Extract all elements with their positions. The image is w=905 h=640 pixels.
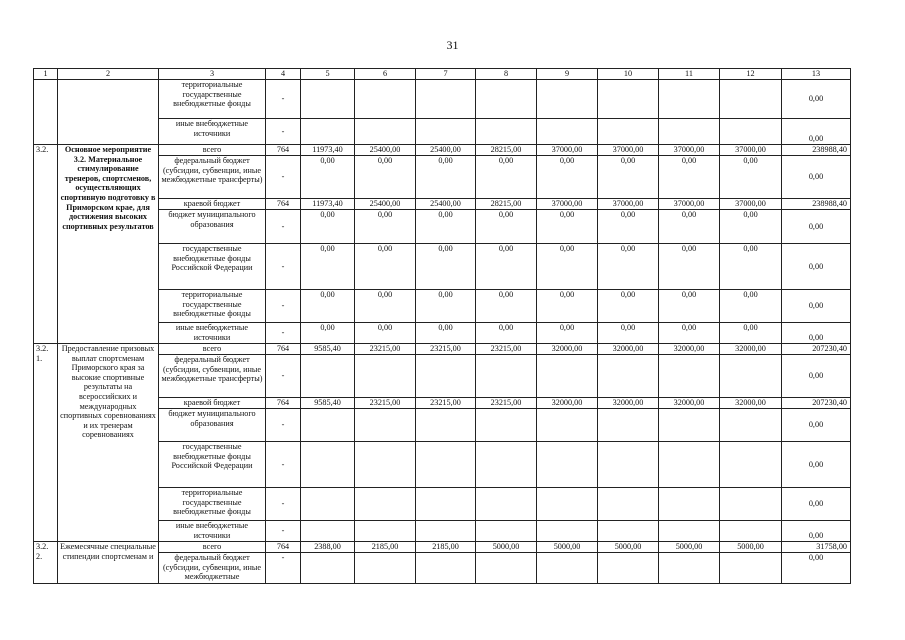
value-cell: 0,00 [659,244,720,290]
value-cell: 0,00 [659,323,720,344]
source-label: федеральный бюджет (субсидии, субвенции, иные межбюджетные [159,553,266,584]
value-cell: 0,00 [355,244,416,290]
value-cell: 11973,40 [301,145,355,156]
value-cell: 32000,00 [659,344,720,355]
total-cell: 31758,00 [782,542,851,553]
source-label: государственные внебюджетные фонды Российской Федерации [159,244,266,290]
code-cell: 764 [266,542,301,553]
column-number: 2 [58,69,159,80]
value-cell: 37000,00 [598,145,659,156]
column-number: 1 [34,69,58,80]
source-label: территориальные государственные внебюджетные фонды [159,80,266,119]
column-number: 4 [266,69,301,80]
value-cell: 0,00 [537,244,598,290]
dash-cell: - [266,323,301,344]
value-cell: 0,00 [355,210,416,244]
column-number: 6 [355,69,416,80]
value-cell: 23215,00 [416,398,476,409]
value-cell: 32000,00 [537,398,598,409]
source-label: бюджет муниципального образования [159,210,266,244]
value-cell: 0,00 [416,156,476,199]
total-cell: 238988,40 [782,145,851,156]
value-cell: 23215,00 [476,398,537,409]
table-row [34,542,851,553]
activity-name: Основное мероприятие 3.2. Материальное стимулирование тренеров, спортсменов, осуществляющих спортивную подготовку в Приморском крае, для достижения высоких спортивных результатов [58,145,159,344]
code-cell: 764 [266,145,301,156]
value-cell: 5000,00 [598,542,659,553]
value-cell: 0,00 [476,210,537,244]
value-cell: 0,00 [301,210,355,244]
column-number: 5 [301,69,355,80]
source-label: бюджет муниципального образования [159,409,266,442]
source-label: иные внебюджетные источники [159,521,266,542]
source-label: краевой бюджет [159,398,266,409]
value-cell: 0,00 [537,290,598,323]
total-cell: 0,00 [782,244,851,290]
value-cell: 0,00 [720,290,782,323]
total-cell: 0,00 [782,521,851,542]
dash-cell: - [266,290,301,323]
total-cell: 207230,40 [782,344,851,355]
value-cell: 2388,00 [301,542,355,553]
value-cell: 0,00 [598,156,659,199]
total-cell: 238988,40 [782,199,851,210]
value-cell: 0,00 [659,210,720,244]
value-cell: 0,00 [598,323,659,344]
value-cell: 23215,00 [476,344,537,355]
value-cell: 32000,00 [598,344,659,355]
column-number: 13 [782,69,851,80]
value-cell: 37000,00 [537,199,598,210]
total-cell: 0,00 [782,409,851,442]
value-cell: 0,00 [416,290,476,323]
total-cell: 0,00 [782,119,851,145]
source-label: федеральный бюджет (субсидии, субвенции, иные межбюджетные трансферты) [159,156,266,199]
dash-cell: - [266,488,301,521]
total-cell: 0,00 [782,553,851,584]
value-cell: 0,00 [416,244,476,290]
column-number: 10 [598,69,659,80]
source-label: иные внебюджетные источники [159,119,266,145]
activity-name: Ежемесячные специальные стипендии спортсменам и [58,542,159,584]
value-cell: 25400,00 [355,145,416,156]
value-cell: 32000,00 [659,398,720,409]
value-cell: 25400,00 [416,199,476,210]
value-cell: 25400,00 [416,145,476,156]
value-cell: 23215,00 [355,344,416,355]
value-cell: 5000,00 [720,542,782,553]
value-cell: 0,00 [416,323,476,344]
source-label: иные внебюджетные источники [159,323,266,344]
value-cell: 0,00 [598,210,659,244]
table-row [34,145,851,156]
value-cell: 0,00 [476,244,537,290]
value-cell: 2185,00 [416,542,476,553]
value-cell: 32000,00 [598,398,659,409]
code-cell: 764 [266,398,301,409]
value-cell: 0,00 [537,210,598,244]
total-cell: 0,00 [782,156,851,199]
source-label: всего [159,344,266,355]
source-label: краевой бюджет [159,199,266,210]
value-cell: 5000,00 [659,542,720,553]
total-cell: 207230,40 [782,398,851,409]
dash-cell: - [266,156,301,199]
value-cell: 0,00 [476,290,537,323]
value-cell: 0,00 [301,156,355,199]
column-number: 9 [537,69,598,80]
value-cell: 5000,00 [537,542,598,553]
column-number-row [34,69,851,80]
total-cell: 0,00 [782,323,851,344]
value-cell: 2185,00 [355,542,416,553]
value-cell: 0,00 [598,244,659,290]
row-id: 3.2. 1. [34,344,58,542]
column-number: 11 [659,69,720,80]
value-cell: 0,00 [720,210,782,244]
source-label: государственные внебюджетные фонды Российской Федерации [159,442,266,488]
value-cell: 0,00 [598,290,659,323]
table-row [34,344,851,355]
code-cell: 764 [266,344,301,355]
dash-cell: - [266,442,301,488]
dash-cell: - [266,409,301,442]
value-cell: 0,00 [659,290,720,323]
column-number: 3 [159,69,266,80]
value-cell: 23215,00 [355,398,416,409]
dash-cell: - [266,244,301,290]
total-cell: 0,00 [782,290,851,323]
activity-name: Предоставление призовых выплат спортсменам Приморского края за высокие спортивные результаты на всероссийских и международных спортивных соревнованиях и их тренерам соревнованиях [58,344,159,542]
value-cell: 0,00 [720,323,782,344]
value-cell: 0,00 [355,156,416,199]
page-number: 31 [446,38,459,52]
dash-cell: - [266,210,301,244]
value-cell: 28215,00 [476,145,537,156]
value-cell: 0,00 [537,156,598,199]
value-cell: 0,00 [720,244,782,290]
budget-table [33,68,851,584]
value-cell: 37000,00 [720,199,782,210]
value-cell: 37000,00 [659,145,720,156]
column-number: 7 [416,69,476,80]
value-cell: 0,00 [355,290,416,323]
column-number: 12 [720,69,782,80]
dash-cell: - [266,119,301,145]
source-label: всего [159,542,266,553]
total-cell: 0,00 [782,210,851,244]
value-cell: 37000,00 [659,199,720,210]
value-cell: 0,00 [537,323,598,344]
dash-cell: - [266,355,301,398]
value-cell: 32000,00 [720,398,782,409]
value-cell: 0,00 [301,323,355,344]
value-cell: 9585,40 [301,344,355,355]
source-label: всего [159,145,266,156]
value-cell: 0,00 [301,244,355,290]
value-cell: 28215,00 [476,199,537,210]
dash-cell: - [266,521,301,542]
table-row [34,80,851,119]
total-cell: 0,00 [782,442,851,488]
value-cell: 0,00 [416,210,476,244]
total-cell: 0,00 [782,80,851,119]
value-cell: 37000,00 [598,199,659,210]
value-cell: 0,00 [720,156,782,199]
source-label: территориальные государственные внебюджетные фонды [159,290,266,323]
total-cell: 0,00 [782,488,851,521]
value-cell: 0,00 [659,156,720,199]
value-cell: 5000,00 [476,542,537,553]
value-cell: 0,00 [476,156,537,199]
code-cell: 764 [266,199,301,210]
value-cell: 37000,00 [537,145,598,156]
value-cell: 32000,00 [720,344,782,355]
row-id: 3.2. [34,145,58,344]
source-label: федеральный бюджет (субсидии, субвенции, иные межбюджетные трансферты) [159,355,266,398]
column-number: 8 [476,69,537,80]
value-cell: 0,00 [476,323,537,344]
value-cell: 23215,00 [416,344,476,355]
value-cell: 0,00 [355,323,416,344]
value-cell: 11973,40 [301,199,355,210]
value-cell: 9585,40 [301,398,355,409]
row-id: 3.2. 2. [34,542,58,584]
total-cell: 0,00 [782,355,851,398]
value-cell: 32000,00 [537,344,598,355]
value-cell: 25400,00 [355,199,416,210]
value-cell: 37000,00 [720,145,782,156]
value-cell: 0,00 [301,290,355,323]
source-label: территориальные государственные внебюджетные фонды [159,488,266,521]
dash-cell: - [266,553,301,584]
dash-cell: - [266,80,301,119]
